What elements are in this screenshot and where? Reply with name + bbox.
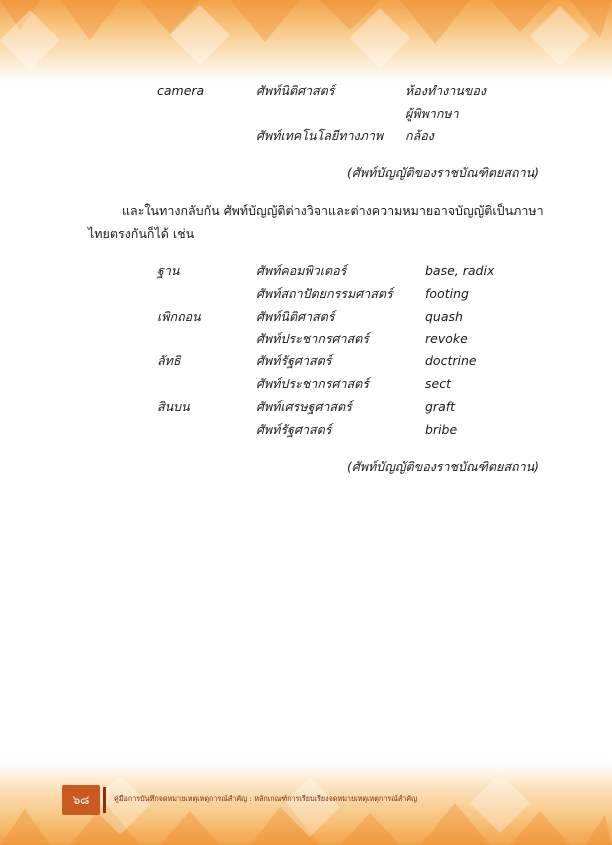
table2-english: sect bbox=[425, 376, 451, 391]
table2-field: ศัพท์ประชากรศาสตร์ bbox=[256, 331, 369, 346]
page-number: ๖๘ bbox=[62, 785, 100, 815]
table2-term: สินบน bbox=[157, 399, 190, 414]
footer-title: คู่มือการบันทึกจดหมายเหตุเหตุการณ์สำคัญ : หลักเกณฑ์การเรียบเรียงจดหมายเหตุเหตุการณ์สำคัญ bbox=[114, 794, 418, 803]
table2-english: bribe bbox=[425, 422, 458, 437]
table1-field: ศัพท์เทคโนโลยีทางภาพ bbox=[256, 128, 384, 143]
table2-english: base, radix bbox=[425, 263, 495, 278]
table2-english: revoke bbox=[425, 331, 468, 346]
table1-meaning: ห้องทำงานของ bbox=[405, 83, 486, 98]
table2-field: ศัพท์คอมพิวเตอร์ bbox=[256, 263, 347, 278]
table2-field: ศัพท์รัฐศาสตร์ bbox=[256, 353, 332, 368]
table2-term: ลัทธิ bbox=[157, 353, 181, 368]
paragraph-line-2: ไทยตรงกันก็ได้ เช่น bbox=[88, 226, 195, 241]
table2-source: (ศัพท์บัญญัติของราชบัณฑิตยสถาน) bbox=[347, 459, 540, 474]
table1-field: ศัพท์นิติศาสตร์ bbox=[256, 83, 335, 98]
table2-english: footing bbox=[425, 286, 469, 301]
table2-term: เพิกถอน bbox=[157, 309, 201, 324]
table1-meaning: กล้อง bbox=[405, 128, 434, 143]
table2-field: ศัพท์ประชากรศาสตร์ bbox=[256, 376, 369, 391]
table1-source: (ศัพท์บัญญัติของราชบัณฑิตยสถาน) bbox=[347, 165, 540, 180]
paragraph-line-1: และในทางกลับกัน ศัพท์บัญญัติต่างวิจาและต่างความหมายอาจบัญญัติเป็นภาษา bbox=[122, 203, 544, 218]
table2-field: ศัพท์นิติศาสตร์ bbox=[256, 309, 335, 324]
table2-english: graft bbox=[425, 399, 456, 414]
table1-term: camera bbox=[157, 83, 205, 98]
footer-divider bbox=[103, 787, 106, 813]
footer-bar bbox=[62, 785, 582, 815]
table1-meaning: ผู้พิพากษา bbox=[405, 106, 459, 121]
table2-field: ศัพท์สถาปัตยกรรมศาสตร์ bbox=[256, 286, 393, 301]
header-diamond-pattern bbox=[0, 0, 612, 82]
table2-english: doctrine bbox=[425, 353, 477, 368]
table2-english: quash bbox=[425, 309, 463, 324]
header-decoration bbox=[0, 0, 612, 82]
table2-term: ฐาน bbox=[157, 263, 180, 278]
table2-field: ศัพท์เศรษฐศาสตร์ bbox=[256, 399, 352, 414]
table2-field: ศัพท์รัฐศาสตร์ bbox=[256, 422, 332, 437]
